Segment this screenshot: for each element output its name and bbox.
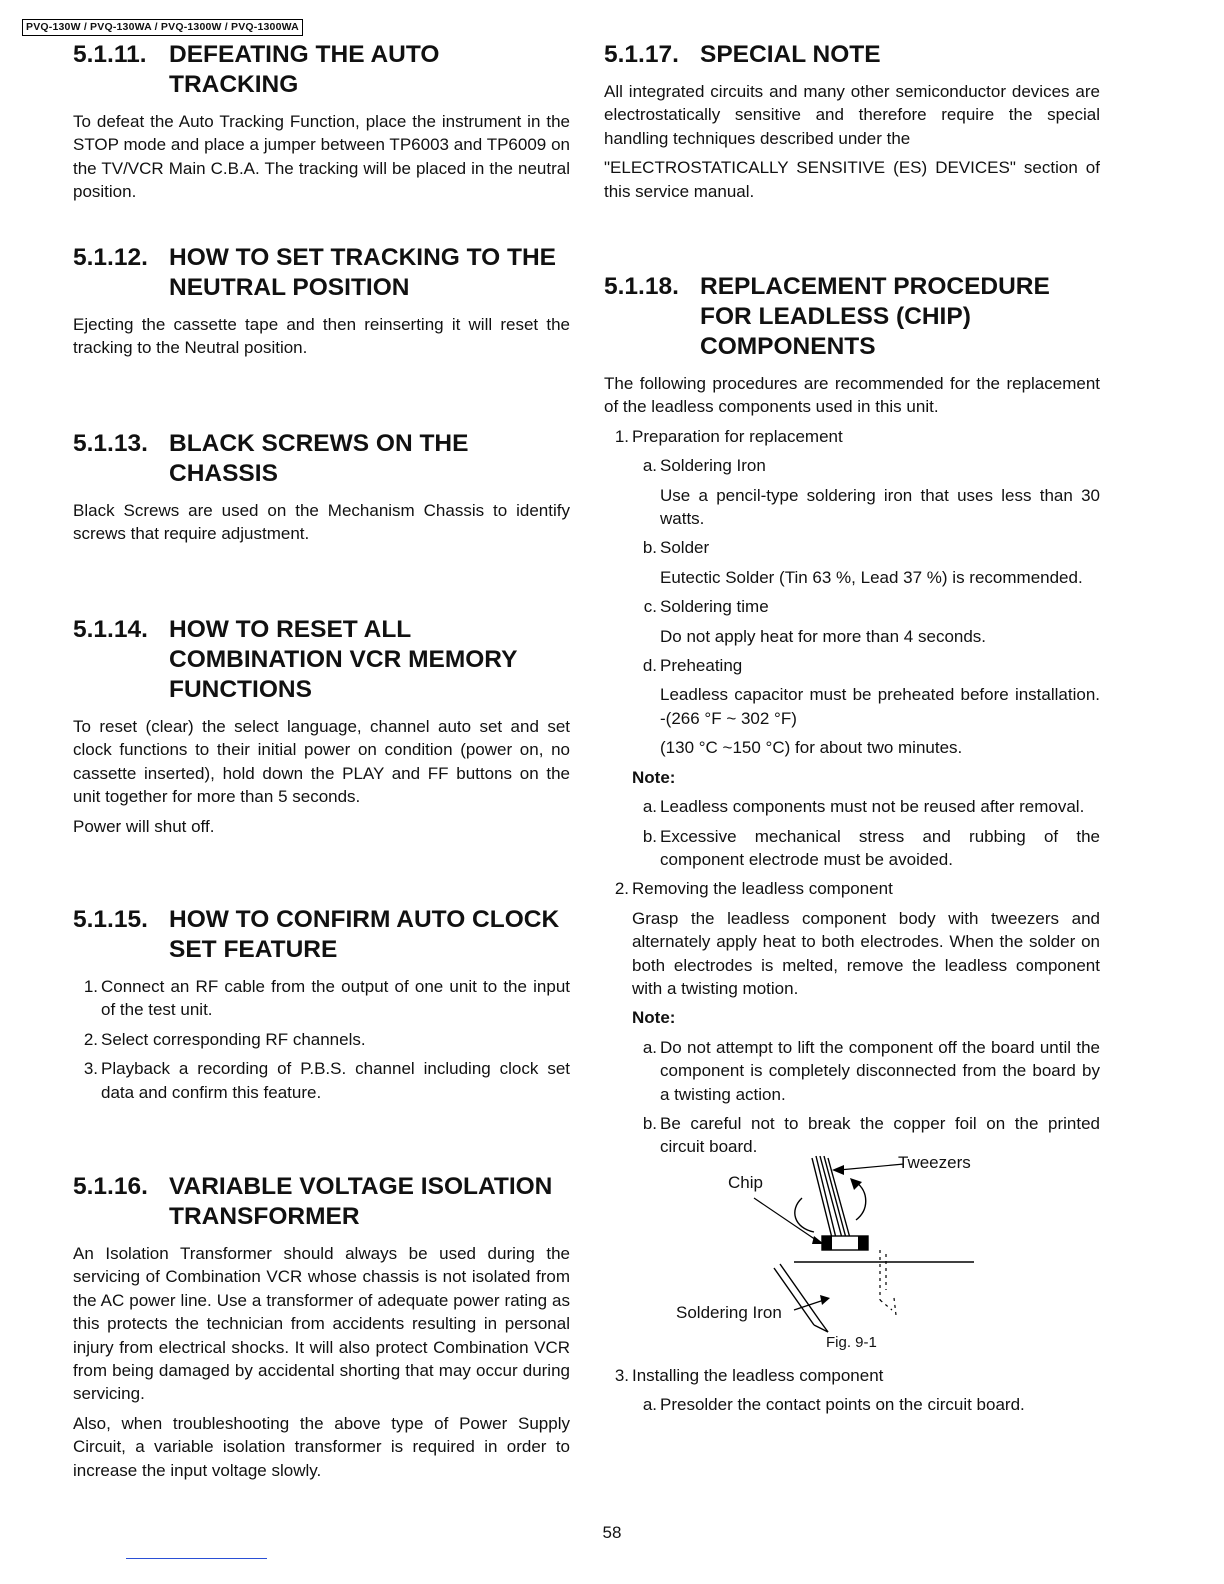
substep-detail: Use a pencil-type soldering iron that uses less than 30 watts. bbox=[660, 485, 1100, 529]
heat-dashes bbox=[880, 1250, 896, 1315]
section-heading bbox=[604, 40, 1100, 70]
section-number: 5.1.11. bbox=[73, 41, 147, 68]
chip-icon bbox=[822, 1236, 868, 1250]
substep-solder bbox=[632, 536, 1100, 559]
list-marker: b. bbox=[642, 826, 657, 846]
list-text: Select corresponding RF channels. bbox=[101, 1029, 366, 1049]
paragraph: An Isolation Transformer should always be used during the servicing of Combination VCR whose chassis is not isolated from the AC power line. Use a transformer of adequate power rating as this protects the technician from accidents resulting in personal injury from electrical shocks. It will also protect Combination VCR from being damaged by accidental shorting that may occur during servicing. bbox=[73, 1244, 570, 1404]
section-title: DEFEATING THE AUTO TRACKING bbox=[169, 41, 440, 98]
section-5-1-17 bbox=[604, 40, 1100, 209]
section-title: HOW TO SET TRACKING TO THE NEUTRAL POSITION bbox=[169, 244, 557, 301]
paragraph: Also, when troubleshooting the above type of Power Supply Circuit, a variable isolation transformer is required in order to increase the input voltage slowly. bbox=[73, 1413, 570, 1480]
list-text: Installing the leadless component bbox=[632, 1366, 884, 1385]
note-item bbox=[632, 795, 1100, 818]
list-marker: b. bbox=[642, 1113, 657, 1133]
list-text: Presolder the contact points on the circuit board. bbox=[660, 1395, 1025, 1415]
step-preparation bbox=[604, 425, 1100, 448]
list-marker: 3. bbox=[83, 1059, 98, 1079]
list-text: Removing the leadless component bbox=[632, 879, 893, 899]
arrowhead bbox=[832, 1165, 844, 1175]
note-label: Note: bbox=[632, 767, 676, 787]
section-number: 5.1.17. bbox=[604, 41, 679, 68]
installing-substeps bbox=[604, 1393, 1100, 1416]
step-removing bbox=[604, 877, 1100, 900]
preparation-substeps bbox=[604, 454, 1100, 759]
label-tweezers: Tweezers bbox=[898, 1153, 971, 1172]
soldering-iron-icon bbox=[774, 1264, 828, 1332]
list-marker: c. bbox=[643, 597, 657, 617]
section-heading bbox=[73, 615, 570, 705]
label-chip: Chip bbox=[728, 1173, 763, 1192]
section-number: 5.1.13. bbox=[73, 430, 148, 457]
section-title: REPLACEMENT PROCEDURE FOR LEADLESS (CHIP) COMPONENTS bbox=[700, 273, 1050, 360]
arrowhead bbox=[820, 1295, 830, 1305]
note-item bbox=[632, 1036, 1100, 1106]
section-5-1-15 bbox=[73, 905, 570, 1110]
list-text: Preheating bbox=[660, 656, 743, 676]
list-text: Leadless components must not be reused after removal. bbox=[660, 797, 1085, 817]
list-marker: b. bbox=[642, 538, 657, 558]
list-marker: a. bbox=[642, 1395, 657, 1415]
section-heading bbox=[73, 429, 570, 489]
list-marker: a. bbox=[642, 1037, 657, 1057]
section-title: HOW TO RESET ALL COMBINATION VCR MEMORY FUNCTIONS bbox=[169, 616, 517, 703]
section-number: 5.1.12. bbox=[73, 244, 148, 271]
paragraph: Ejecting the cassette tape and then reinserting it will reset the tracking to the Neutral position. bbox=[73, 315, 570, 358]
note-item bbox=[632, 825, 1100, 872]
section-heading bbox=[73, 40, 570, 100]
list-marker: a. bbox=[642, 456, 657, 476]
section-heading bbox=[73, 1172, 570, 1232]
section-heading bbox=[73, 243, 570, 303]
paragraph: All integrated circuits and many other semiconductor devices are electrostatically sensitive and therefore require the special handling techniques described under the bbox=[604, 82, 1100, 148]
list-text: Do not attempt to lift the component off the board until the component is completely disconnected from the board by a twisting action. bbox=[660, 1037, 1100, 1104]
section-5-1-16 bbox=[73, 1172, 570, 1488]
list-marker: d. bbox=[642, 656, 657, 676]
substep-soldering-time bbox=[632, 595, 1100, 618]
note-items bbox=[604, 795, 1100, 871]
list-text: Excessive mechanical stress and rubbing of the component electrode must be avoided. bbox=[660, 826, 1100, 869]
note-items bbox=[604, 1036, 1100, 1159]
section-5-1-14 bbox=[73, 615, 570, 844]
section-heading bbox=[604, 272, 1100, 362]
section-title: BLACK SCREWS ON THE CHASSIS bbox=[169, 430, 469, 487]
list-text: Preparation for replacement bbox=[632, 426, 843, 446]
paragraph: "ELECTROSTATICALLY SENSITIVE (ES) DEVICES" section of this service manual. bbox=[604, 158, 1100, 201]
substep-detail: Leadless capacitor must be preheated before installation. -(266 °F ~ 302 °F) bbox=[660, 685, 1100, 728]
substep-preheating bbox=[632, 654, 1100, 677]
list-item bbox=[73, 1057, 570, 1104]
paragraph: Black Screws are used on the Mechanism Chassis to identify screws that require adjustment. bbox=[73, 501, 570, 544]
figure-caption: Fig. 9-1 bbox=[826, 1334, 877, 1351]
list-item bbox=[73, 1028, 570, 1051]
substep-presolder bbox=[632, 1393, 1100, 1416]
numbered-list bbox=[73, 975, 570, 1104]
list-text: Soldering time bbox=[660, 597, 769, 617]
paragraph: Power will shut off. bbox=[73, 816, 215, 836]
section-5-1-13 bbox=[73, 429, 570, 552]
section-title: VARIABLE VOLTAGE ISOLATION TRANSFORMER bbox=[169, 1173, 553, 1230]
section-number: 5.1.18. bbox=[604, 273, 679, 300]
arrowhead bbox=[850, 1178, 862, 1190]
step-installing-item bbox=[604, 1364, 1100, 1387]
section-5-1-11 bbox=[73, 40, 570, 210]
list-marker: 2. bbox=[83, 1029, 98, 1049]
list-text: Soldering Iron bbox=[660, 456, 766, 476]
paragraph: To reset (clear) the select language, channel auto set and set clock functions to their initial power on condition (power on, no cassette inserted), hold down the PLAY and FF buttons on the unit together for more than 5 seconds. bbox=[73, 717, 570, 807]
twist-arrow-right bbox=[856, 1182, 866, 1220]
substep-detail: (130 °C ~150 °C) for about two minutes. bbox=[660, 738, 963, 758]
paragraph: The following procedures are recommended for the replacement of the leadless components used in this unit. bbox=[604, 374, 1100, 417]
note-label: Note: bbox=[632, 1008, 676, 1028]
list-text: Be careful not to break the copper foil on the printed circuit board. bbox=[660, 1113, 1100, 1157]
list-marker: 3. bbox=[614, 1366, 629, 1385]
step-detail: Grasp the leadless component body with tweezers and alternately apply heat to both electrodes. When the solder on both electrodes is melted, remove the leadless component with a twisting motion. bbox=[632, 908, 1100, 998]
page-number: 58 bbox=[602, 1523, 622, 1542]
list-item bbox=[73, 975, 570, 1022]
step-installing bbox=[604, 1364, 1100, 1423]
section-number: 5.1.16. bbox=[73, 1173, 148, 1200]
list-marker: 1. bbox=[83, 977, 98, 996]
tweezers-icon bbox=[812, 1156, 850, 1238]
figure-9-1 bbox=[674, 1150, 1034, 1370]
substep-detail: Do not apply heat for more than 4 seconds. bbox=[660, 626, 987, 646]
model-number-box: PVQ-130W / PVQ-130WA / PVQ-1300W / PVQ-1300WA bbox=[22, 19, 303, 36]
section-number: 5.1.15. bbox=[73, 906, 148, 933]
list-text: Solder bbox=[660, 538, 710, 558]
list-marker: 2. bbox=[614, 879, 629, 899]
list-marker: 1. bbox=[614, 426, 629, 446]
iron-leader-line bbox=[794, 1300, 824, 1310]
substep-detail: Eutectic Solder (Tin 63 %, Lead 37 %) is recommended. bbox=[660, 567, 1083, 587]
section-heading bbox=[73, 905, 570, 965]
section-number: 5.1.14. bbox=[73, 616, 148, 643]
list-text: Playback a recording of P.B.S. channel including clock set data and confirm this feature. bbox=[101, 1059, 570, 1102]
section-5-1-12 bbox=[73, 243, 570, 366]
section-title: HOW TO CONFIRM AUTO CLOCK SET FEATURE bbox=[169, 906, 560, 963]
paragraph: To defeat the Auto Tracking Function, place the instrument in the STOP mode and place a jumper between TP6003 and TP6009 on the TV/VCR Main C.B.A. The tracking will be placed in the neutral position. bbox=[73, 112, 570, 202]
tweezers-leader-line bbox=[839, 1164, 904, 1170]
list-text: Connect an RF cable from the output of one unit to the input of the test unit. bbox=[101, 977, 570, 1020]
section-title: SPECIAL NOTE bbox=[700, 41, 881, 68]
list-marker: a. bbox=[642, 797, 657, 817]
chip-leader-line bbox=[754, 1198, 819, 1242]
footer-link-line[interactable] bbox=[126, 1558, 267, 1559]
section-5-1-18 bbox=[604, 272, 1100, 1165]
label-soldering-iron: Soldering Iron bbox=[676, 1303, 782, 1322]
substep-soldering-iron bbox=[632, 454, 1100, 477]
